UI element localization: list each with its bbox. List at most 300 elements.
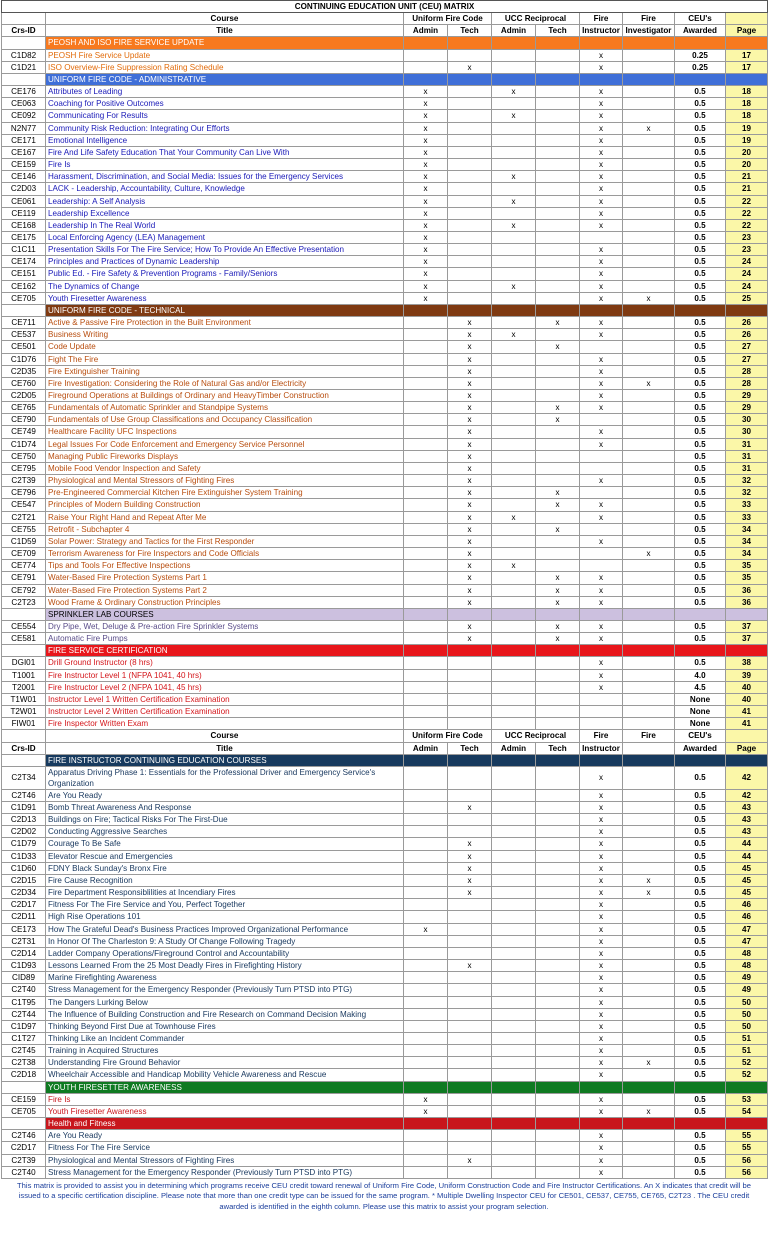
page-number: 43 — [726, 802, 768, 814]
fire-investigator-mark — [623, 620, 675, 632]
page-number: 26 — [726, 329, 768, 341]
section-fill-cell — [448, 1118, 492, 1130]
ufc-tech-mark — [448, 826, 492, 838]
section-fill-cell — [448, 608, 492, 620]
ufc-admin-mark: x — [404, 86, 448, 98]
course-row — [2, 1130, 768, 1142]
fire-investigator-mark — [623, 134, 675, 146]
page-number: 31 — [726, 450, 768, 462]
course-row — [2, 1105, 768, 1117]
section-fill-cell — [623, 37, 675, 49]
course-title: Fire Is — [46, 1093, 404, 1105]
ufc-tech-mark — [448, 244, 492, 256]
ucc-admin-mark — [492, 207, 536, 219]
page-number: 28 — [726, 365, 768, 377]
ucc-admin-mark — [492, 475, 536, 487]
ucc-tech-mark — [536, 984, 580, 996]
ucc-tech-mark — [536, 996, 580, 1008]
page-number: 19 — [726, 122, 768, 134]
ufc-tech-mark: x — [448, 960, 492, 972]
fire-investigator-mark — [623, 899, 675, 911]
section-fill-cell — [726, 645, 768, 657]
ufc-tech-mark: x — [448, 560, 492, 572]
page-number: 48 — [726, 947, 768, 959]
ucc-tech-header: Tech — [536, 742, 580, 754]
ufc-admin-mark — [404, 499, 448, 511]
first-header-row-1 — [2, 13, 768, 25]
page-number: 55 — [726, 1142, 768, 1154]
course-row — [2, 207, 768, 219]
section-id-blank — [2, 754, 46, 766]
second-header-row-1 — [2, 730, 768, 742]
ufc-admin-mark — [404, 620, 448, 632]
fire-instructor-mark: x — [580, 1130, 623, 1142]
section-fill-cell — [448, 1081, 492, 1093]
ucc-admin-mark — [492, 681, 536, 693]
course-title: Harassment, Discrimination, and Social Media: Issues for the Emergency Services — [46, 171, 404, 183]
section-header — [2, 37, 768, 49]
section-fill-cell — [492, 645, 536, 657]
page-number: 28 — [726, 377, 768, 389]
course-id: FIW01 — [2, 718, 46, 730]
fire-investigator-mark — [623, 681, 675, 693]
course-row — [2, 1142, 768, 1154]
ucc-tech-mark — [536, 911, 580, 923]
course-row — [2, 947, 768, 959]
ufc-tech-mark: x — [448, 633, 492, 645]
fire-instructor-mark: x — [580, 475, 623, 487]
section-fill-cell — [536, 608, 580, 620]
ufc-admin-mark: x — [404, 171, 448, 183]
ucc-tech-mark: x — [536, 620, 580, 632]
course-row — [2, 487, 768, 499]
page-number: 23 — [726, 244, 768, 256]
matrix-title: CONTINUING EDUCATION UNIT (CEU) MATRIX — [2, 1, 768, 13]
section-fill-cell — [675, 608, 726, 620]
ufc-tech-mark — [448, 1020, 492, 1032]
page-number: 27 — [726, 341, 768, 353]
course-title: Emotional Intelligence — [46, 134, 404, 146]
ucc-admin-mark — [492, 960, 536, 972]
fire-investigator-mark: x — [623, 292, 675, 304]
ufc-tech-mark: x — [448, 887, 492, 899]
ufc-admin-mark: x — [404, 207, 448, 219]
page-number: 30 — [726, 414, 768, 426]
section-fill-cell — [675, 1081, 726, 1093]
ucc-admin-mark — [492, 984, 536, 996]
course-id: CE765 — [2, 402, 46, 414]
section-header — [2, 304, 768, 316]
fire-investigator-mark — [623, 984, 675, 996]
ucc-tech-mark — [536, 802, 580, 814]
page-number: 22 — [726, 219, 768, 231]
ufc-tech-mark: x — [448, 874, 492, 886]
ufc-tech-mark: x — [448, 535, 492, 547]
ceu-awarded: None — [675, 706, 726, 718]
course-id: C2T44 — [2, 1008, 46, 1020]
ucc-admin-mark — [492, 1093, 536, 1105]
course-title: Dry Pipe, Wet, Deluge & Pre-action Fire Sprinkler Systems — [46, 620, 404, 632]
page-number: 52 — [726, 1069, 768, 1081]
ufc-tech-mark — [448, 996, 492, 1008]
ceu-awarded: 0.25 — [675, 49, 726, 61]
fire-instructor-mark — [580, 231, 623, 243]
fire-investigator-mark — [623, 487, 675, 499]
fire-investigator-mark — [623, 572, 675, 584]
ufc-tech-mark — [448, 706, 492, 718]
page-number: 50 — [726, 1008, 768, 1020]
page-number: 42 — [726, 789, 768, 801]
ufc-tech-mark: x — [448, 402, 492, 414]
ufc-admin-mark — [404, 681, 448, 693]
fire-header-2: Fire — [623, 13, 675, 25]
page-number: 34 — [726, 535, 768, 547]
fire-investigator-mark — [623, 1154, 675, 1166]
course-row — [2, 414, 768, 426]
fire-header: Fire — [580, 730, 623, 742]
fire-investigator-mark — [623, 523, 675, 535]
page-number: 50 — [726, 996, 768, 1008]
ucc-admin-mark — [492, 1045, 536, 1057]
ceu-awarded: 0.5 — [675, 838, 726, 850]
fire-instructor-mark: x — [580, 850, 623, 862]
ufc-admin-mark — [404, 874, 448, 886]
fire-instructor-mark: x — [580, 61, 623, 73]
page-number: 40 — [726, 681, 768, 693]
fire-instructor-mark: x — [580, 802, 623, 814]
course-row — [2, 86, 768, 98]
ceu-awarded: 0.5 — [675, 911, 726, 923]
fire-instructor-mark: x — [580, 183, 623, 195]
ucc-admin-mark — [492, 1032, 536, 1044]
course-title: High Rise Operations 101 — [46, 911, 404, 923]
fire-investigator-mark — [623, 960, 675, 972]
fire-investigator-mark — [623, 802, 675, 814]
fire-instructor-mark: x — [580, 862, 623, 874]
fire-investigator-mark — [623, 511, 675, 523]
page-number: 21 — [726, 183, 768, 195]
ufc-admin-mark — [404, 548, 448, 560]
ceu-awarded: 0.5 — [675, 1032, 726, 1044]
ucc-admin-mark — [492, 911, 536, 923]
page-header: Page — [726, 742, 768, 754]
fire-investigator-mark — [623, 268, 675, 280]
course-row — [2, 572, 768, 584]
course-id: CE146 — [2, 171, 46, 183]
page-number: 29 — [726, 402, 768, 414]
ceu-awarded: 0.5 — [675, 1130, 726, 1142]
fire-investigator-mark — [623, 414, 675, 426]
fire-instructor-mark: x — [580, 1008, 623, 1020]
ufc-tech-mark — [448, 1057, 492, 1069]
ceu-awarded: 0.5 — [675, 231, 726, 243]
fire-instructor-mark: x — [580, 874, 623, 886]
ucc-admin-mark — [492, 1057, 536, 1069]
ufc-admin-mark: x — [404, 122, 448, 134]
course-row — [2, 256, 768, 268]
fire-instructor-mark — [580, 693, 623, 705]
course-header: Course — [46, 730, 404, 742]
course-row — [2, 195, 768, 207]
ucc-tech-mark — [536, 365, 580, 377]
ufc-admin-mark: x — [404, 292, 448, 304]
fire-investigator-mark — [623, 49, 675, 61]
ceu-awarded: 0.5 — [675, 535, 726, 547]
ucc-admin-mark — [492, 718, 536, 730]
ucc-tech-mark — [536, 850, 580, 862]
course-row — [2, 268, 768, 280]
fire-investigator-mark: x — [623, 887, 675, 899]
ceu-awarded: 0.25 — [675, 61, 726, 73]
course-id: DGI01 — [2, 657, 46, 669]
fire-investigator-mark: x — [623, 874, 675, 886]
fire-instructor-mark: x — [580, 911, 623, 923]
section-fill-cell — [726, 37, 768, 49]
ucc-admin-mark — [492, 789, 536, 801]
ucc-admin-mark — [492, 98, 536, 110]
course-row — [2, 850, 768, 862]
fire-instructor-header: Instructor — [580, 25, 623, 37]
section-label: SPRINKLER LAB COURSES — [46, 608, 404, 620]
ufc-tech-mark — [448, 110, 492, 122]
fire-investigator-mark: x — [623, 1057, 675, 1069]
ufc-tech-mark — [448, 171, 492, 183]
ceu-awarded: 0.5 — [675, 523, 726, 535]
ucc-tech-mark: x — [536, 633, 580, 645]
ucc-admin-mark — [492, 826, 536, 838]
course-title: The Dangers Lurking Below — [46, 996, 404, 1008]
ceu-awarded: 0.5 — [675, 450, 726, 462]
page-number: 36 — [726, 596, 768, 608]
course-id: C1D74 — [2, 438, 46, 450]
ufc-admin-mark: x — [404, 159, 448, 171]
ufc-tech-mark — [448, 159, 492, 171]
course-title: Understanding Fire Ground Behavior — [46, 1057, 404, 1069]
page-number: 55 — [726, 1130, 768, 1142]
page-number: 53 — [726, 1093, 768, 1105]
ucc-admin-mark: x — [492, 86, 536, 98]
course-title: Business Writing — [46, 329, 404, 341]
section-fill-cell — [536, 754, 580, 766]
page-number: 47 — [726, 935, 768, 947]
ceu-awarded: 0.5 — [675, 244, 726, 256]
ceu-awarded: 0.5 — [675, 511, 726, 523]
ucc-admin-mark — [492, 899, 536, 911]
course-id: C2D18 — [2, 1069, 46, 1081]
ceu-awarded: 0.5 — [675, 317, 726, 329]
ceu-awarded: 0.5 — [675, 86, 726, 98]
fire-investigator-mark — [623, 353, 675, 365]
ucc-admin-mark — [492, 426, 536, 438]
course-id: CE705 — [2, 1105, 46, 1117]
fire-instructor-mark: x — [580, 377, 623, 389]
course-title: Bomb Threat Awareness And Response — [46, 802, 404, 814]
section-fill-cell — [492, 1118, 536, 1130]
course-title: Leadership In The Real World — [46, 219, 404, 231]
course-id: C2D11 — [2, 911, 46, 923]
ceu-awarded: 4.5 — [675, 681, 726, 693]
course-id: T2001 — [2, 681, 46, 693]
section-fill-cell — [404, 645, 448, 657]
course-row — [2, 596, 768, 608]
course-row — [2, 49, 768, 61]
section-header — [2, 645, 768, 657]
section-fill-cell — [404, 1081, 448, 1093]
course-title: Lessons Learned From the 25 Most Deadly Fires in Firefighting History — [46, 960, 404, 972]
fire-instructor-mark: x — [580, 669, 623, 681]
ceu-awarded: 0.5 — [675, 935, 726, 947]
course-row — [2, 231, 768, 243]
fire-header-2: Fire — [623, 730, 675, 742]
course-row — [2, 1045, 768, 1057]
ucc-tech-mark — [536, 1008, 580, 1020]
course-title: Wood Frame & Ordinary Construction Principles — [46, 596, 404, 608]
fire-investigator-mark — [623, 450, 675, 462]
ufc-tech-mark — [448, 911, 492, 923]
page-header-blank — [726, 730, 768, 742]
ufc-admin-mark: x — [404, 280, 448, 292]
fire-investigator-mark — [623, 789, 675, 801]
ucc-tech-mark — [536, 1142, 580, 1154]
ucc-admin-mark — [492, 706, 536, 718]
ufc-admin-mark — [404, 317, 448, 329]
fire-investigator-mark — [623, 183, 675, 195]
course-id: C2D15 — [2, 874, 46, 886]
ucc-admin-mark — [492, 862, 536, 874]
ucc-tech-mark — [536, 171, 580, 183]
course-row — [2, 353, 768, 365]
ucc-tech-mark — [536, 159, 580, 171]
ufc-admin-header: Admin — [404, 25, 448, 37]
fire-instructor-mark — [580, 548, 623, 560]
ceu-awarded: 0.5 — [675, 584, 726, 596]
fire-instructor-mark: x — [580, 1069, 623, 1081]
section-fill-cell — [448, 645, 492, 657]
ucc-admin-mark — [492, 268, 536, 280]
ufc-admin-mark — [404, 1166, 448, 1178]
section-fill-cell — [404, 608, 448, 620]
course-title: ISO Overview-Fire Suppression Rating Schedule — [46, 61, 404, 73]
section-fill-cell — [623, 1081, 675, 1093]
page-number: 44 — [726, 850, 768, 862]
fire-header: Fire — [580, 13, 623, 25]
ufc-tech-mark — [448, 693, 492, 705]
fire-investigator-mark — [623, 1093, 675, 1105]
fire-investigator-mark — [623, 1032, 675, 1044]
ufc-admin-mark: x — [404, 231, 448, 243]
course-id: C2T39 — [2, 475, 46, 487]
fire-instructor-mark: x — [580, 292, 623, 304]
ucc-tech-mark: x — [536, 487, 580, 499]
page-number: 50 — [726, 1020, 768, 1032]
section-label: Health and Fitness — [46, 1118, 404, 1130]
ufc-tech-mark: x — [448, 620, 492, 632]
course-row — [2, 110, 768, 122]
course-title: How The Grateful Dead's Business Practices Improved Organizational Performance — [46, 923, 404, 935]
page-number: 20 — [726, 146, 768, 158]
ucc-admin-mark — [492, 887, 536, 899]
course-title: Fire Is — [46, 159, 404, 171]
ufc-admin-mark — [404, 584, 448, 596]
ucc-admin-mark — [492, 450, 536, 462]
section-fill-cell — [580, 73, 623, 85]
ucc-tech-mark — [536, 450, 580, 462]
first-header-row-2 — [2, 25, 768, 37]
course-id: C2T38 — [2, 1057, 46, 1069]
ceu-awarded: 0.5 — [675, 438, 726, 450]
ucc-admin-mark: x — [492, 329, 536, 341]
fire-investigator-mark — [623, 633, 675, 645]
page-number: 46 — [726, 911, 768, 923]
ufc-admin-mark — [404, 693, 448, 705]
ufc-admin-mark — [404, 947, 448, 959]
fire-investigator-mark — [623, 256, 675, 268]
course-title: Fire Cause Recognition — [46, 874, 404, 886]
course-id: CE159 — [2, 1093, 46, 1105]
course-id: CE750 — [2, 450, 46, 462]
fire-investigator-mark — [623, 706, 675, 718]
fire-investigator-mark — [623, 838, 675, 850]
course-id: CE063 — [2, 98, 46, 110]
fire-instructor-mark: x — [580, 426, 623, 438]
section-fill-cell — [580, 37, 623, 49]
ceu-matrix-sheet — [1, 0, 767, 1212]
course-row — [2, 718, 768, 730]
fire-investigator-mark — [623, 195, 675, 207]
ufc-admin-mark — [404, 850, 448, 862]
fire-investigator-mark — [623, 462, 675, 474]
course-row — [2, 1057, 768, 1069]
ucc-tech-mark — [536, 244, 580, 256]
ucc-tech-mark — [536, 61, 580, 73]
fire-instructor-mark — [580, 414, 623, 426]
ufc-admin-mark — [404, 475, 448, 487]
ceu-awarded: 0.5 — [675, 110, 726, 122]
ucc-admin-mark — [492, 61, 536, 73]
course-id: CE173 — [2, 923, 46, 935]
ceu-awarded: 0.5 — [675, 826, 726, 838]
ufc-admin-mark — [404, 1045, 448, 1057]
page-number: 18 — [726, 98, 768, 110]
fire-instructor-mark: x — [580, 923, 623, 935]
page-number: 31 — [726, 438, 768, 450]
ucc-tech-mark — [536, 535, 580, 547]
course-row — [2, 584, 768, 596]
course-id: CE760 — [2, 377, 46, 389]
course-title: Buildings on Fire; Tactical Risks For The First-Due — [46, 814, 404, 826]
course-row — [2, 61, 768, 73]
ufc-tech-header: Tech — [448, 742, 492, 754]
ucc-tech-mark — [536, 1130, 580, 1142]
course-id: CE774 — [2, 560, 46, 572]
ucc-admin-mark — [492, 1154, 536, 1166]
fire-instructor-mark: x — [580, 146, 623, 158]
fire-investigator-mark — [623, 911, 675, 923]
section-label: PEOSH AND ISO FIRE SERVICE UPDATE — [46, 37, 404, 49]
section-fill-cell — [623, 1118, 675, 1130]
ufc-tech-mark: x — [448, 61, 492, 73]
ufc-admin-mark — [404, 49, 448, 61]
ufc-tech-mark — [448, 984, 492, 996]
course-row — [2, 1154, 768, 1166]
ucc-tech-mark — [536, 560, 580, 572]
course-row — [2, 159, 768, 171]
ucc-tech-mark — [536, 718, 580, 730]
page-number: 18 — [726, 110, 768, 122]
course-row — [2, 535, 768, 547]
course-title: Drill Ground Instructor (8 hrs) — [46, 657, 404, 669]
fire-investigator-mark — [623, 1142, 675, 1154]
